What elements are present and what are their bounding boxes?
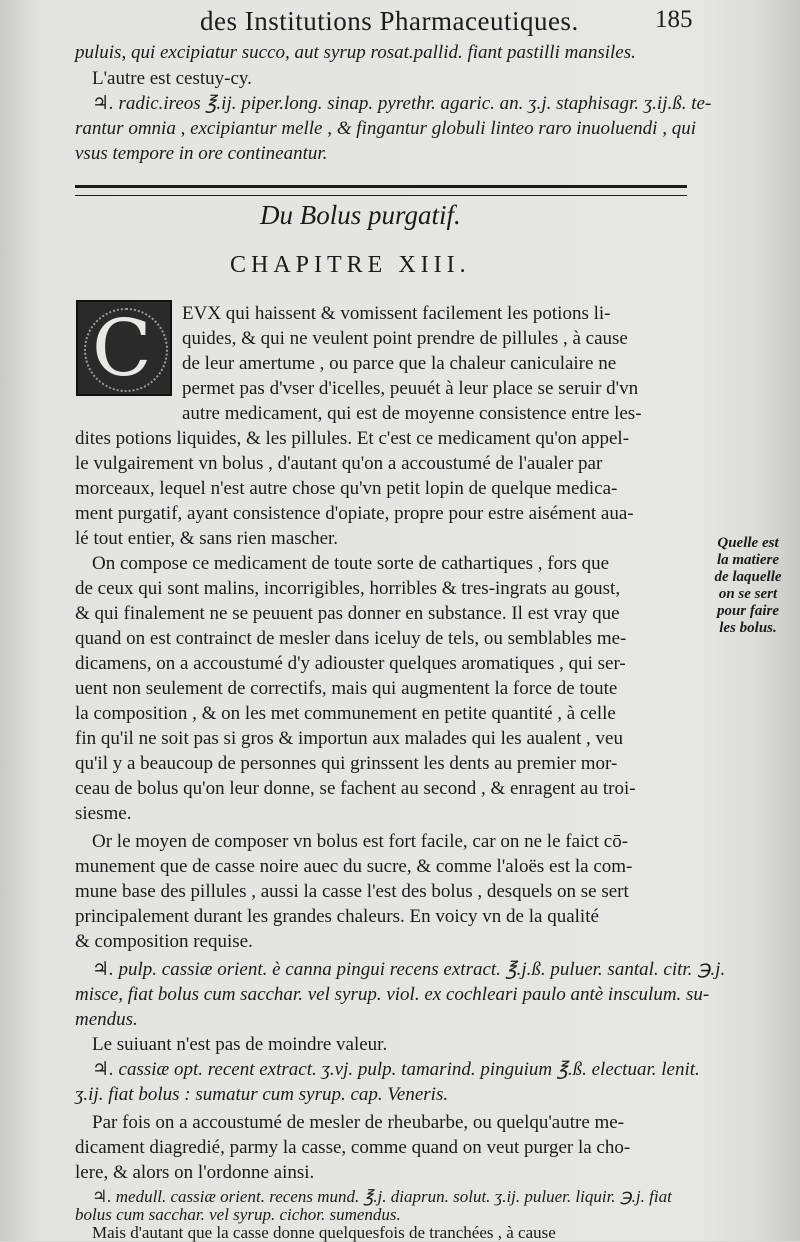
section-rule [75, 185, 687, 188]
top-line: vsus tempore in ore contineantur. [75, 143, 328, 164]
margin-note-line: de laquelle [714, 568, 782, 585]
recipe-line: bolus cum sacchar. vel syrup. cichor. sumendus. [75, 1205, 401, 1224]
paragraph-1-line: dites potions liquides, & les pillules. Et c'est ce medicament qu'on appel- [75, 428, 630, 449]
paragraph-3-line: Or le moyen de composer vn bolus est fort facile, car on ne le faict cō- [92, 831, 629, 852]
chapter-title: CHAPITRE XIII. [230, 252, 471, 278]
paragraph-2-line: de ceux qui sont malins, incorrigibles, horribles & tres-ingrats au goust, [75, 578, 621, 599]
section-rule-thin [75, 195, 687, 196]
paragraph-2-line: la composition , & on les met communement en petite quantité , à celle [75, 703, 616, 724]
paragraph-4-line: dicament diagredié, parmy la casse, comme quand on veut purger la cho- [75, 1137, 631, 1158]
paragraph-1-line: EVX qui haissent & vomissent facilement les potions li- [182, 303, 611, 324]
paragraph-3-line: mune base des pillules , aussi la casse l'est des bolus , desquels on se sert [75, 881, 629, 902]
recipe-line: ♃. pulp. cassiæ orient. è canna pingui recens extract. ℥.j.ß. puluer. santal. citr. ℈.j. [92, 959, 726, 980]
paragraph-1-line: autre medicament, qui est de moyenne consistence entre les- [182, 403, 642, 424]
paragraph-2-line: & qui finalement ne se peuuent pas donner en substance. Il est vray que [75, 603, 620, 624]
margin-note-line: la matiere [716, 551, 780, 568]
top-line: rantur omnia , excipiantur melle , & fingantur globuli linteo raro inuoluendi , qui [75, 118, 696, 139]
paragraph-1-line: lé tout entier, & sans rien mascher. [75, 528, 339, 549]
paragraph-1-line: permet pas d'vser d'icelles, peuuét à leur place se seruir d'vn [182, 378, 639, 399]
paragraph-2-line: On compose ce medicament de toute sorte de cathartiques , fors que [92, 553, 610, 574]
margin-note-line: Quelle est [717, 535, 779, 551]
closing-line: Mais d'autant que la casse donne quelquesfois de tranchées , à cause [92, 1223, 556, 1242]
recipe-line: ♃. medull. cassiæ orient. recens mund. ℥.j. diaprun. solut. ʒ.ij. puluer. liquir. ℈.j. fiat [92, 1187, 672, 1206]
paragraph-2-line: dicamens, on a accoustumé d'y adiouster quelques aromatiques , qui ser- [75, 653, 626, 674]
paragraph-1-line: le vulgairement vn bolus , d'autant qu'on a accoustumé de l'aualer par [75, 453, 603, 474]
paragraph-3-line: principalement durant les grandes chaleurs. En voicy vn de la qualité [75, 906, 599, 927]
paragraph-1-line: morceaux, lequel n'est autre chose qu'vn petit lopin de quelque medica- [75, 478, 618, 499]
paragraph-2-line: quand on est contrainct de mesler dans iceluy de tels, ou semblables me- [75, 628, 627, 649]
paragraph-2-line: qu'il y a beaucoup de personnes qui grinssent les dents au premier mor- [75, 753, 618, 774]
margin-note-line: pour faire [716, 602, 780, 619]
margin-note-line: les bolus. [719, 619, 777, 636]
paragraph-2-line: fin qu'il ne soit pas si gros & importun aux malades qui les aualent , veu [75, 728, 623, 749]
paragraph-4-line: Par fois on a accoustumé de mesler de rheubarbe, ou quelqu'autre me- [92, 1112, 625, 1133]
top-line: L'autre est cestuy-cy. [92, 68, 252, 89]
recipe-line: misce, fiat bolus cum sacchar. vel syrup. viol. ex cochleari paulo antè insculum. su- [75, 984, 710, 1005]
running-title: des Institutions Pharmaceutiques. [200, 6, 579, 36]
top-line: puluis, qui excipiatur succo, aut syrup rosat.pallid. fiant pastilli mansiles. [75, 42, 636, 63]
margin-note-line: on se sert [718, 585, 778, 602]
recipe-line: ♃. cassiæ opt. recent extract. ʒ.vj. pulp. tamarind. pinguium ℥.ß. electuar. lenit. [92, 1059, 700, 1080]
paragraph-2-line: ceau de bolus qu'on leur donne, se fachent au second , & enragent au troi- [75, 778, 636, 799]
recipe-line: mendus. [75, 1009, 138, 1030]
page-header [0, 4, 800, 44]
paragraph-1-line: quides, & qui ne veulent point prendre de pillules , à cause [182, 328, 628, 349]
paragraph-2-line: siesme. [75, 803, 132, 824]
paragraph-3-line: munement que de casse noire auec du sucre, & comme l'aloës est la com- [75, 856, 633, 877]
top-line: ♃. radic.ireos ℥.ij. piper.long. sinap. pyrethr. agaric. an. ʒ.j. staphisagr. ʒ.ij.ß. te- [92, 93, 712, 114]
paragraph-1-line: de leur amertume , ou parce que la chaleur caniculaire ne [182, 353, 617, 374]
page-number: 185 [655, 6, 693, 33]
margin-note [700, 535, 796, 637]
initial-letter: C [92, 304, 152, 394]
transition-line: Le suiuant n'est pas de moindre valeur. [92, 1034, 388, 1055]
section-title: Du Bolus purgatif. [260, 200, 461, 230]
recipe-line: ʒ.ij. fiat bolus : sumatur cum syrup. cap. Veneris. [75, 1084, 449, 1105]
paragraph-1-line: ment purgatif, ayant consistence d'opiate, propre pour estre aisément aua- [75, 503, 634, 524]
paragraph-3-line: & composition requise. [75, 931, 253, 952]
paragraph-2-line: uent non seulement de correctifs, mais qui augmentent la force de toute [75, 678, 618, 699]
decorated-initial [76, 300, 172, 396]
paragraph-4-line: lere, & alors on l'ordonne ainsi. [75, 1162, 315, 1183]
